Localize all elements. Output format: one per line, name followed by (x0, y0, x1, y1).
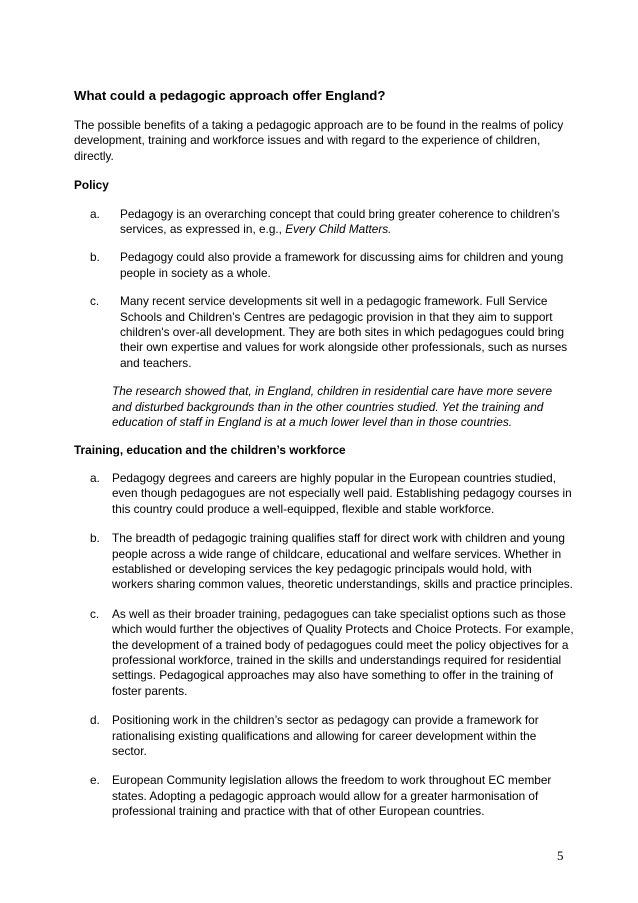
intro-paragraph: The possible benefits of a taking a pedagogic approach are to be found in the realms of policy development, training and workforce issues and with regard to the experience of children, directly. (74, 118, 564, 163)
page-number: 5 (557, 848, 564, 863)
list-item-text: As well as their broader training, pedagogues can take specialist options such as those which would further the objectives of Quality Protects and Choice Protects. For example, the development of a trained body of pedagogues could meet the policy objectives for a professional workforce, trained in the skills and understandings required for residential settings. Pedagogical approaches may also have something to offer in the training of foster parents. (112, 606, 574, 698)
training-item-a (74, 471, 574, 517)
list-marker: a. (90, 470, 100, 485)
list-marker: e. (90, 773, 100, 788)
page-content (74, 88, 574, 834)
list-item-text: Pedagogy degrees and careers are highly popular in the European countries studied, even though pedagogues are not especially well paid. Establishing pedagogy courses in this country could produce a well-equipped, flexible and stable workforce. (112, 470, 572, 516)
list-item-text: The breadth of pedagogic training qualifies staff for direct work with children and young people across a wide range of childcare, educational and welfare services. Whether in established or developing services the key pedagogic principals would hold, with workers sharing common values, theoretic understandings, skills and practice principles. (112, 531, 573, 592)
list-marker: b. (90, 250, 100, 265)
list-marker: c. (90, 294, 100, 309)
list-item-text: European Community legislation allows the freedom to work throughout EC member states. Adopting a pedagogic approach would allow for a greater harmonisation of professional training and practice with that of other European countries. (112, 773, 552, 819)
list-item-text: Pedagogy could also provide a framework for discussing aims for children and young people in society as a whole. (120, 250, 564, 280)
training-heading: Training, education and the children’s workforce (74, 442, 346, 457)
training-item-e (74, 773, 574, 819)
policy-heading: Policy (74, 178, 109, 193)
list-marker: a. (90, 206, 100, 221)
list-marker: d. (90, 713, 100, 728)
list-item-text: Positioning work in the children’s sector as pedagogy can provide a framework for rationalising existing qualifications and allowing for career development within the sector. (112, 713, 539, 758)
list-marker: b. (90, 531, 100, 546)
training-item-d (74, 713, 574, 759)
policy-item-a (74, 207, 574, 238)
policy-item-b (74, 250, 574, 281)
page-title: What could a pedagogic approach offer England? (74, 88, 386, 103)
training-item-c (74, 607, 574, 699)
policy-item-c (74, 294, 574, 371)
list-item-text (120, 207, 574, 238)
training-item-b (74, 531, 574, 593)
research-note: The research showed that, in England, children in residential care have more severe and disturbed backgrounds than in the other countries studied. Yet the training and education of staff in England is at a much lower level than in those countries. (112, 384, 553, 430)
policy-item-a-text: Pedagogy is an overarching concept that could bring greater coherence to children’s services, as expressed in, e.g., (120, 206, 560, 237)
every-child-matters-emphasis: Every Child Matters. (285, 222, 392, 237)
list-item-text: Many recent service developments sit well in a pedagogic framework. Full Service Schools and Children’s Centres are pedagogic provision in that they aim to support children's over-all development. They are both sites in which pedagogues could bring their own expertise and values for work alongside other professionals, such as nurses and teachers. (120, 294, 568, 370)
list-marker: c. (90, 606, 100, 621)
